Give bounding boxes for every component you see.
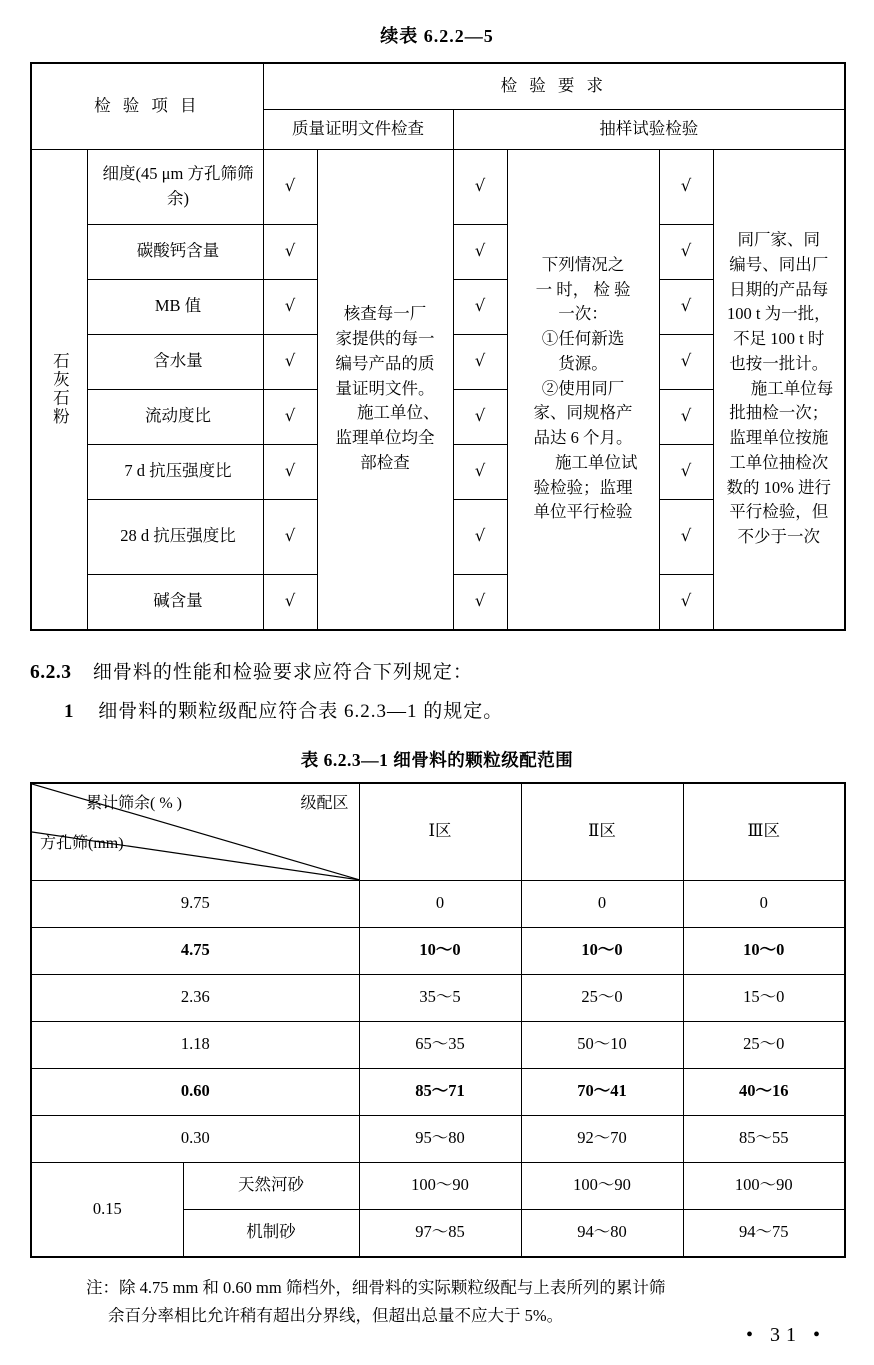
doc-check-description xyxy=(317,149,453,630)
table-row xyxy=(31,1068,845,1115)
freq-line-5: ②使用同厂 xyxy=(541,378,625,398)
freq-line-2: 一次： xyxy=(558,304,608,324)
value-9.75-zone2: 0 xyxy=(521,880,683,927)
document-page xyxy=(0,22,874,1365)
sieve-size-1.18: 1.18 xyxy=(31,1021,359,1068)
lot-line-11: 平行检验，但 xyxy=(729,502,829,522)
lot-line-6: 施工单位每 xyxy=(750,378,834,398)
doc-check-line-6: 部检查 xyxy=(360,452,410,472)
freq-line-1: 一 时， 检 验 xyxy=(535,279,631,299)
doc-check-line-4: 施工单位、 xyxy=(356,403,440,423)
section-subitem-text: 细骨料的颗粒级配应符合表 6.2.3—1 的规定。 xyxy=(98,700,504,722)
sieve-size-2.36: 2.36 xyxy=(31,974,359,1021)
value-0.15-manufactured-zone3: 94～75 xyxy=(683,1209,845,1257)
row-group-label: 石灰石粉 xyxy=(50,352,70,426)
check-sample-5: √ xyxy=(453,444,507,499)
check-doc-1: √ xyxy=(263,224,317,279)
value-4.75-zone3: 10～0 xyxy=(683,927,845,974)
value-2.36-zone3: 15～0 xyxy=(683,974,845,1021)
table-row xyxy=(31,63,845,109)
gradation-table xyxy=(30,782,846,1258)
freq-line-10: 单位平行检验 xyxy=(533,502,633,522)
value-2.36-zone2: 25～0 xyxy=(521,974,683,1021)
sieve-size-0.30: 0.30 xyxy=(31,1115,359,1162)
check-sample-0: √ xyxy=(453,149,507,224)
doc-check-line-0: 核查每一厂 xyxy=(343,304,427,324)
freq-line-9: 验检验；监理 xyxy=(533,477,633,497)
value-0.60-zone1: 85～71 xyxy=(359,1068,521,1115)
table-row xyxy=(31,927,845,974)
check-lot-7: √ xyxy=(659,574,713,630)
lot-line-0: 同厂家、同 xyxy=(737,230,821,250)
check-lot-4: √ xyxy=(659,389,713,444)
value-4.75-zone2: 10～0 xyxy=(521,927,683,974)
header-inspection-item: 检 验 项 目 xyxy=(31,63,263,149)
freq-line-7: 品达 6 个月。 xyxy=(533,428,633,448)
lot-line-10: 数的 10% 进行 xyxy=(726,477,832,497)
table-row xyxy=(31,1115,845,1162)
value-0.15-natural-zone1: 100～90 xyxy=(359,1162,521,1209)
item-moisture-content: 含水量 xyxy=(87,334,263,389)
check-doc-5: √ xyxy=(263,444,317,499)
sieve-size-9.75: 9.75 xyxy=(31,880,359,927)
check-lot-0: √ xyxy=(659,149,713,224)
corner-label-top: 累计筛余( % ) xyxy=(86,794,182,812)
doc-check-line-3: 量证明文件。 xyxy=(335,378,435,398)
check-doc-6: √ xyxy=(263,499,317,574)
note-line-1: 注：除 4.75 mm 和 0.60 mm 筛档外，细骨料的实际颗粒级配与上表所列的累计筛 xyxy=(86,1277,666,1297)
item-fineness: 细度(45 μm 方孔筛筛余) xyxy=(87,149,263,224)
table-caption: 表 6.2.3—1 细骨料的颗粒级配范围 xyxy=(300,749,574,770)
table-row xyxy=(31,149,845,224)
check-lot-6: √ xyxy=(659,499,713,574)
page-number: • 31 • xyxy=(745,1324,826,1346)
lot-line-2: 日期的产品每 xyxy=(729,279,829,299)
check-sample-3: √ xyxy=(453,334,507,389)
section-subitem xyxy=(64,696,844,723)
item-28d-strength-ratio: 28 d 抗压强度比 xyxy=(87,499,263,574)
sieve-size-0.15: 0.15 xyxy=(31,1162,183,1257)
value-2.36-zone1: 35～5 xyxy=(359,974,521,1021)
freq-line-6: 家、同规格产 xyxy=(533,403,633,423)
lot-line-12: 不少于一次 xyxy=(737,527,821,547)
lot-line-4: 不足 100 t 时 xyxy=(733,329,825,349)
item-7d-strength-ratio: 7 d 抗压强度比 xyxy=(87,444,263,499)
value-4.75-zone1: 10～0 xyxy=(359,927,521,974)
lot-line-9: 工单位抽检次 xyxy=(729,452,829,472)
value-9.75-zone1: 0 xyxy=(359,880,521,927)
check-sample-7: √ xyxy=(453,574,507,630)
lot-size-description xyxy=(713,149,845,630)
value-0.60-zone3: 40～16 xyxy=(683,1068,845,1115)
freq-line-0: 下列情况之 xyxy=(541,254,625,274)
section-subitem-number: 1 xyxy=(64,700,75,722)
item-flow-ratio: 流动度比 xyxy=(87,389,263,444)
lot-line-7: 批抽检一次； xyxy=(729,403,829,423)
section-heading xyxy=(30,657,844,684)
lot-line-5: 也按一批计。 xyxy=(729,353,829,373)
check-doc-7: √ xyxy=(263,574,317,630)
table-row xyxy=(31,974,845,1021)
value-9.75-zone3: 0 xyxy=(683,880,845,927)
check-sample-2: √ xyxy=(453,279,507,334)
lot-line-1: 编号、同出厂 xyxy=(729,254,829,274)
doc-check-line-1: 家提供的每一 xyxy=(335,329,435,349)
freq-line-4: 货源。 xyxy=(558,353,608,373)
freq-line-3: ①任何新选 xyxy=(541,329,625,349)
check-lot-5: √ xyxy=(659,444,713,499)
value-0.60-zone2: 70～41 xyxy=(521,1068,683,1115)
doc-check-line-5: 监理单位均全 xyxy=(335,428,435,448)
row-group-limestone-powder xyxy=(31,149,87,630)
value-0.15-manufactured-zone1: 97～85 xyxy=(359,1209,521,1257)
sieve-size-4.75: 4.75 xyxy=(31,927,359,974)
check-sample-4: √ xyxy=(453,389,507,444)
check-doc-3: √ xyxy=(263,334,317,389)
test-frequency-description xyxy=(507,149,659,630)
page-number-value: 31 xyxy=(769,1324,802,1346)
column-header-zone-3: Ⅲ区 xyxy=(683,783,845,881)
value-1.18-zone2: 50～10 xyxy=(521,1021,683,1068)
check-doc-2: √ xyxy=(263,279,317,334)
check-sample-6: √ xyxy=(453,499,507,574)
item-caco3-content: 碳酸钙含量 xyxy=(87,224,263,279)
table-row xyxy=(31,783,845,881)
table-note xyxy=(30,1274,844,1332)
sieve-size-0.60: 0.60 xyxy=(31,1068,359,1115)
value-0.15-natural-zone3: 100～90 xyxy=(683,1162,845,1209)
freq-line-8: 施工单位试 xyxy=(554,452,638,472)
check-lot-2: √ xyxy=(659,279,713,334)
table-row xyxy=(31,880,845,927)
section-text: 细骨料的性能和检验要求应符合下列规定： xyxy=(92,661,473,683)
value-0.30-zone1: 95～80 xyxy=(359,1115,521,1162)
column-header-zone-1: Ⅰ区 xyxy=(359,783,521,881)
inspection-requirements-table xyxy=(30,62,846,631)
doc-check-line-2: 编号产品的质 xyxy=(335,353,435,373)
value-0.15-manufactured-zone2: 94～80 xyxy=(521,1209,683,1257)
check-lot-1: √ xyxy=(659,224,713,279)
table-row xyxy=(31,1162,845,1209)
value-0.15-natural-zone2: 100～90 xyxy=(521,1162,683,1209)
value-1.18-zone1: 65～35 xyxy=(359,1021,521,1068)
item-alkali-content: 碱含量 xyxy=(87,574,263,630)
header-inspection-requirement: 检 验 要 求 xyxy=(263,63,845,109)
sand-type-manufactured-sand: 机制砂 xyxy=(183,1209,359,1257)
continued-table-title: 续表 6.2.2—5 xyxy=(380,26,494,46)
corner-header-cell xyxy=(31,783,359,881)
header-sampling-test: 抽样试验检验 xyxy=(453,109,845,149)
lot-line-8: 监理单位按施 xyxy=(729,428,829,448)
check-sample-1: √ xyxy=(453,224,507,279)
sand-type-natural-river-sand: 天然河砂 xyxy=(183,1162,359,1209)
check-lot-3: √ xyxy=(659,334,713,389)
corner-label-bottom: 方孔筛(mm) xyxy=(40,834,124,852)
table-row xyxy=(31,1021,845,1068)
check-doc-0: √ xyxy=(263,149,317,224)
value-1.18-zone3: 25～0 xyxy=(683,1021,845,1068)
note-line-2: 余百分率相比允许稍有超出分界线，但超出总量不应大于 5%。 xyxy=(108,1306,564,1326)
corner-label-right: 级配区 xyxy=(300,794,349,812)
value-0.30-zone2: 92～70 xyxy=(521,1115,683,1162)
lot-line-3: 100 t 为一批， xyxy=(726,304,831,324)
check-doc-4: √ xyxy=(263,389,317,444)
column-header-zone-2: Ⅱ区 xyxy=(521,783,683,881)
section-number: 6.2.3 xyxy=(30,661,72,683)
item-mb-value: MB 值 xyxy=(87,279,263,334)
value-0.30-zone3: 85～55 xyxy=(683,1115,845,1162)
header-doc-check: 质量证明文件检查 xyxy=(263,109,453,149)
